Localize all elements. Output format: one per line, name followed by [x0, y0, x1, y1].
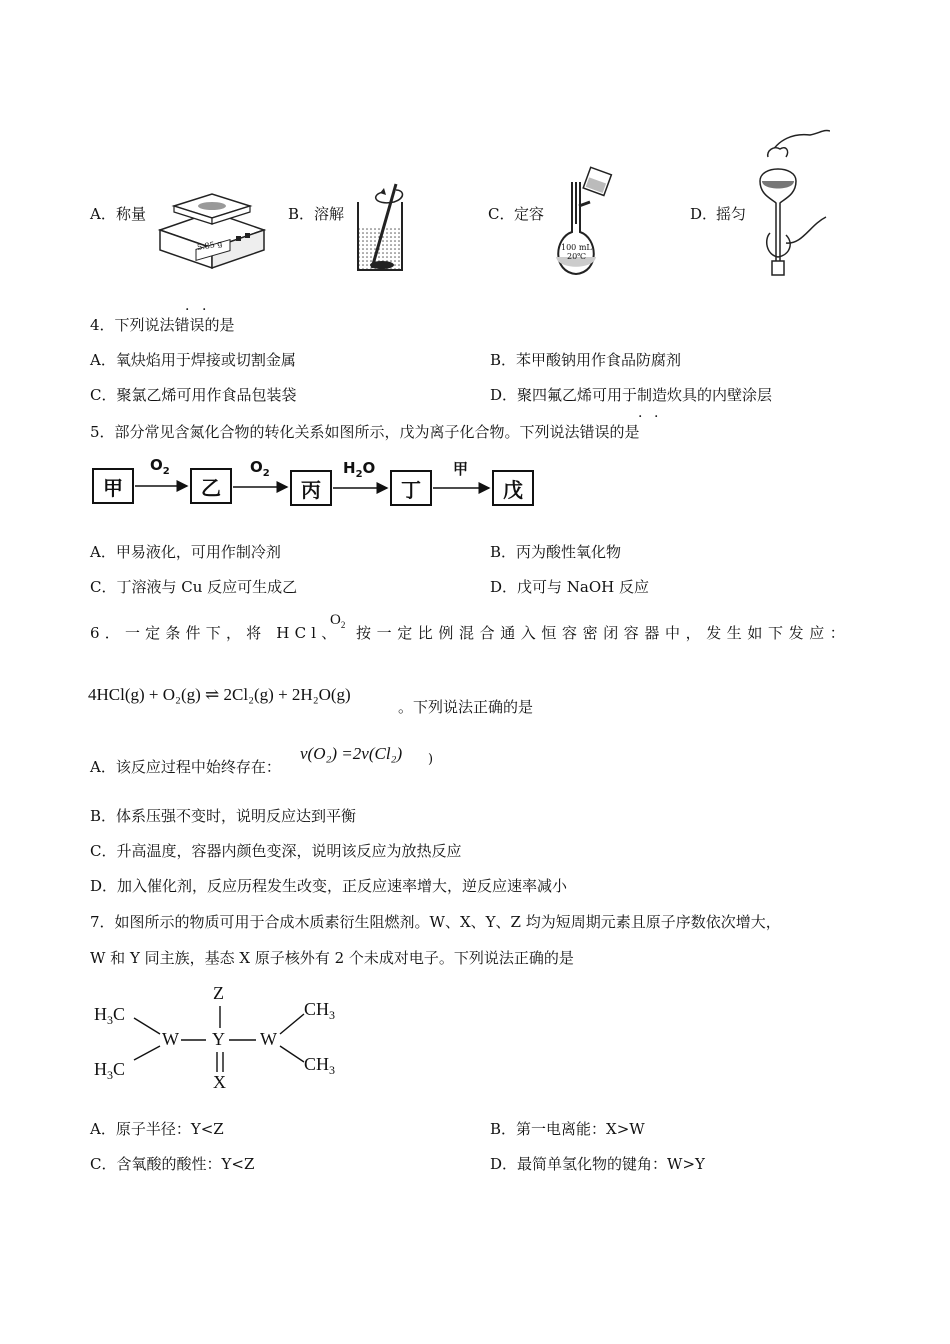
q7-option-a: A．原子半径：Y<Z	[90, 1120, 224, 1138]
q5-option-b: B．丙为酸性氧化物	[490, 543, 622, 561]
q6-stem-a: 6．一定条件下，将 HCl、	[90, 624, 342, 642]
box-bing: 丙	[290, 470, 332, 506]
q4-option-a: A．氧炔焰用于焊接或切割金属	[90, 351, 296, 369]
q4-option-b: B．苯甲酸钠用作食品防腐剂	[490, 351, 682, 369]
flask-label-volume: 100 mL	[561, 243, 592, 252]
box-wu: 戊	[492, 470, 534, 506]
q5-option-c: C．丁溶液与 Cu 反应可生成乙	[90, 578, 298, 596]
q3-option-d-text: 摇匀	[716, 205, 747, 223]
q7-stem-line2: W 和 Y 同主族，基态 X 原子核外有 2 个未成对电子。下列说法正确的是	[90, 949, 574, 967]
q4-option-c: C．聚氯乙烯可用作食品包装袋	[90, 386, 297, 404]
arrow-label-jia: 甲	[453, 460, 469, 478]
q3-option-a-text: 称量	[116, 205, 147, 223]
atom-w-right: W	[260, 1029, 277, 1049]
atom-x: X	[213, 1072, 226, 1092]
q5-option-a: A．甲易液化，可用作制冷剂	[90, 543, 281, 561]
box-yi: 乙	[190, 468, 232, 504]
ch3-top: $CH_3$	[304, 999, 336, 1022]
structure-bonds	[0, 0, 403, 1100]
box-ding: 丁	[390, 470, 432, 506]
ch3-bottom: $CH_3$	[304, 1054, 336, 1077]
arrow-label-o2-1: $O_2$	[150, 456, 170, 477]
box-jia: 甲	[92, 468, 134, 504]
q6-stem-b: 按一定比例混合通入恒容密闭容器中，发生如下发应：	[356, 624, 851, 642]
q6-option-a: A．该反应过程中始终存在：	[90, 758, 281, 776]
emphasis-dot: ·	[638, 409, 643, 425]
q3-option-a-letter: A．	[90, 205, 116, 223]
atom-y: Y	[212, 1029, 225, 1049]
q6-stem-c: 。下列说法正确的是	[398, 698, 534, 716]
q6-option-d: D．加入催化剂，反应历程发生改变，正反应速率增大，逆反应速率减小	[90, 877, 568, 895]
q3-option-d-letter: D．	[690, 205, 718, 223]
flask-label-temp: 20℃	[567, 252, 587, 261]
emphasis-dot: ·	[654, 409, 659, 425]
emphasis-dot: ·	[202, 302, 207, 318]
q5-stem: 5．部分常见含氮化合物的转化关系如图所示，戊为离子化合物。下列说法错误的是	[90, 423, 640, 441]
q7-option-b: B．第一电离能：X>W	[490, 1120, 645, 1138]
q3-option-c-text: 定容	[514, 205, 545, 223]
arrow-label-h2o: $H_2O$	[343, 459, 376, 480]
q7-option-c: C．含氧酸的酸性：Y<Z	[90, 1155, 255, 1173]
arrow-label-o2-2: $O_2$	[250, 458, 270, 479]
emphasis-dot: ·	[185, 302, 190, 318]
q6-option-a-formula: v(O₂) =2v(Cl₂)	[300, 744, 403, 763]
q3-option-b-text: 溶解	[314, 205, 345, 223]
q5-option-d: D．戊可与 NaOH 反应	[490, 578, 650, 596]
atom-z: Z	[213, 983, 224, 1003]
h3c-top: $H_3C$	[94, 1004, 126, 1027]
q6-option-b: B．体系压强不变时，说明反应达到平衡	[90, 807, 357, 825]
q6-option-a-paren: )	[428, 752, 434, 767]
balance-display: 5.85 g	[196, 238, 224, 253]
q3-option-c-letter: C．	[488, 205, 515, 223]
q6-option-c: C．升高温度，容器内颜色变深，说明该反应为放热反应	[90, 842, 462, 860]
h3c-bottom: $H_3C$	[94, 1059, 126, 1082]
atom-w-left: W	[162, 1029, 179, 1049]
q7-stem-line1: 7．如图所示的物质可用于合成木质素衍生阻燃剂。W、X、Y、Z 均为短周期元素且原子序数依次增大，	[90, 913, 781, 931]
q4-option-d: D．聚四氟乙烯可用于制造炊具的内壁涂层	[490, 386, 773, 404]
q3-option-b-letter: B．	[288, 205, 315, 223]
q7-option-d: D．最简单氢化物的键角：W>Y	[490, 1155, 705, 1173]
q6-o2: $O_2$	[330, 612, 346, 630]
q6-equation: 4HCl(g) + O₂(g) ⇌ 2Cl₂(g) + 2H₂O(g)	[88, 685, 351, 704]
q4-stem: 4．下列说法错误的是	[90, 316, 235, 334]
